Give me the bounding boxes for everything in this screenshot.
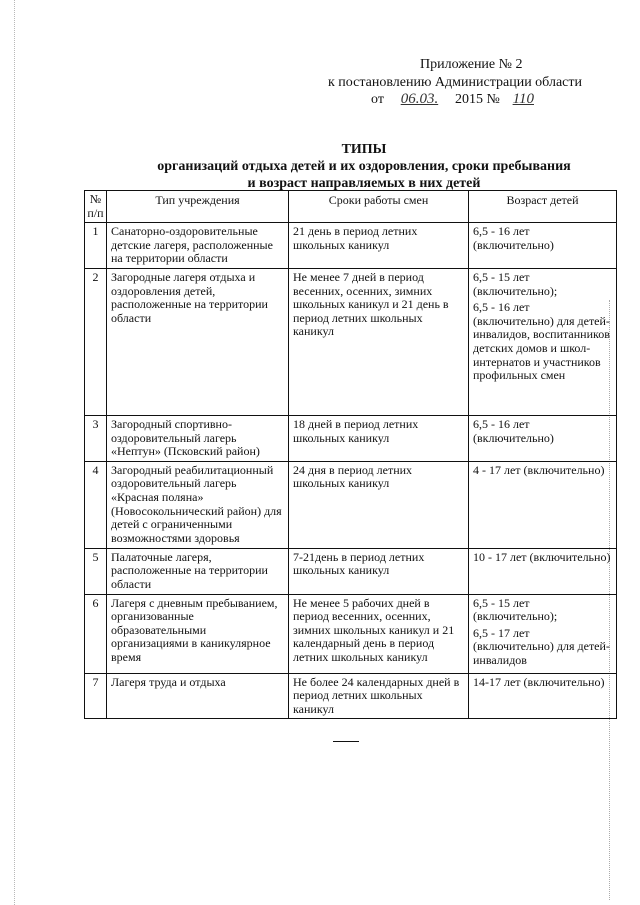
row-number: 1 (85, 223, 107, 269)
table-row (85, 415, 617, 461)
appendix-resolution-text: к постановлению Администрации области (328, 75, 582, 90)
row-type: Палаточные лагеря, расположенные на территории области (107, 548, 289, 594)
appendix-resolution-ref (328, 74, 582, 91)
from-label: от (371, 92, 384, 107)
age-range: 6,5 - 16 лет (включительно) (473, 224, 554, 252)
age-range: 4 - 17 лет (включительно) (473, 462, 605, 477)
table-header-row (85, 191, 617, 223)
document-subtitle-line-2: и возраст направляемых в них детей (247, 176, 481, 191)
row-number: 5 (85, 548, 107, 594)
row-number: 3 (85, 415, 107, 461)
table-row (85, 594, 617, 673)
age-range: 14-17 лет (включительно) (473, 674, 605, 689)
row-number: 2 (85, 268, 107, 415)
organization-types-table (84, 190, 617, 719)
row-type: Лагеря с дневным пребыванием, организованные образовательными организациями в каникулярное время (107, 594, 289, 673)
table-row (85, 268, 617, 415)
row-terms: 21 день в период летних школьных каникул (289, 223, 469, 269)
row-type: Загородный реабилитационный оздоровительный лагерь «Красная поляна» (Новосокольнический район) для детей с ограниченными возможностями здоровья (107, 461, 289, 548)
row-terms: Не менее 5 рабочих дней в период весенних, осенних, зимних школьных каникул и 21 календарный день в период летних школьных каникул (289, 594, 469, 673)
handwritten-number: 110 (512, 91, 534, 107)
closing-divider-line (333, 741, 359, 742)
table-row (85, 548, 617, 594)
row-terms: 24 дня в период летних школьных каникул (289, 461, 469, 548)
header-number: № п/п (85, 191, 107, 223)
row-number: 6 (85, 594, 107, 673)
year-number-label: 2015 № (454, 92, 500, 107)
row-ages (469, 673, 617, 719)
age-range: 6,5 - 15 лет (включительно); (473, 595, 558, 624)
scan-left-edge (2, 0, 15, 905)
row-terms: Не более 24 календарных дней в период летних школьных каникул (289, 673, 469, 719)
age-range: 6,5 - 16 лет (включительно) для детей-инвалидов, воспитанников детских домов и школ-интернатов и участников профильных смен (473, 300, 610, 383)
row-ages (469, 223, 617, 269)
header-age: Возраст детей (469, 191, 617, 223)
appendix-number (420, 56, 523, 73)
age-range: 6,5 - 16 лет (включительно) (473, 416, 554, 445)
document-subtitle-line-1: организаций отдыха детей и их оздоровления, сроки пребывания (157, 159, 571, 174)
appendix-number-text: Приложение № 2 (420, 57, 523, 72)
row-number: 7 (85, 673, 107, 719)
row-terms: 7-21день в период летних школьных каникул (289, 548, 469, 594)
appendix-date-line (371, 91, 543, 108)
table-row (85, 461, 617, 548)
row-type: Загородные лагеря отдыха и оздоровления детей, расположенные на территории области (107, 268, 289, 415)
row-terms: Не менее 7 дней в период весенних, осенних, зимних школьных каникул и 21 день в период летних школьных каникул (289, 268, 469, 415)
row-ages (469, 461, 617, 548)
handwritten-date: 06.03. (400, 91, 439, 107)
header-terms: Сроки работы смен (289, 191, 469, 223)
document-title: ТИПЫ (341, 142, 387, 157)
age-range: 10 - 17 лет (включительно) (473, 549, 611, 564)
row-ages (469, 415, 617, 461)
table-row (85, 673, 617, 719)
row-type: Загородный спортивно-оздоровительный лагерь «Нептун» (Псковский район) (107, 415, 289, 461)
age-range: 6,5 - 17 лет (включительно) для детей-инвалидов (473, 625, 610, 667)
row-ages (469, 268, 617, 415)
row-terms: 18 дней в период летних школьных каникул (289, 415, 469, 461)
table-row (85, 223, 617, 269)
header-type: Тип учреждения (107, 191, 289, 223)
row-type: Лагеря труда и отдыха (107, 673, 289, 719)
row-type: Санаторно-оздоровительные детские лагеря, расположенные на территории области (107, 223, 289, 269)
age-range: 6,5 - 15 лет (включительно); (473, 269, 558, 298)
row-number: 4 (85, 461, 107, 548)
row-ages (469, 594, 617, 673)
row-ages (469, 548, 617, 594)
